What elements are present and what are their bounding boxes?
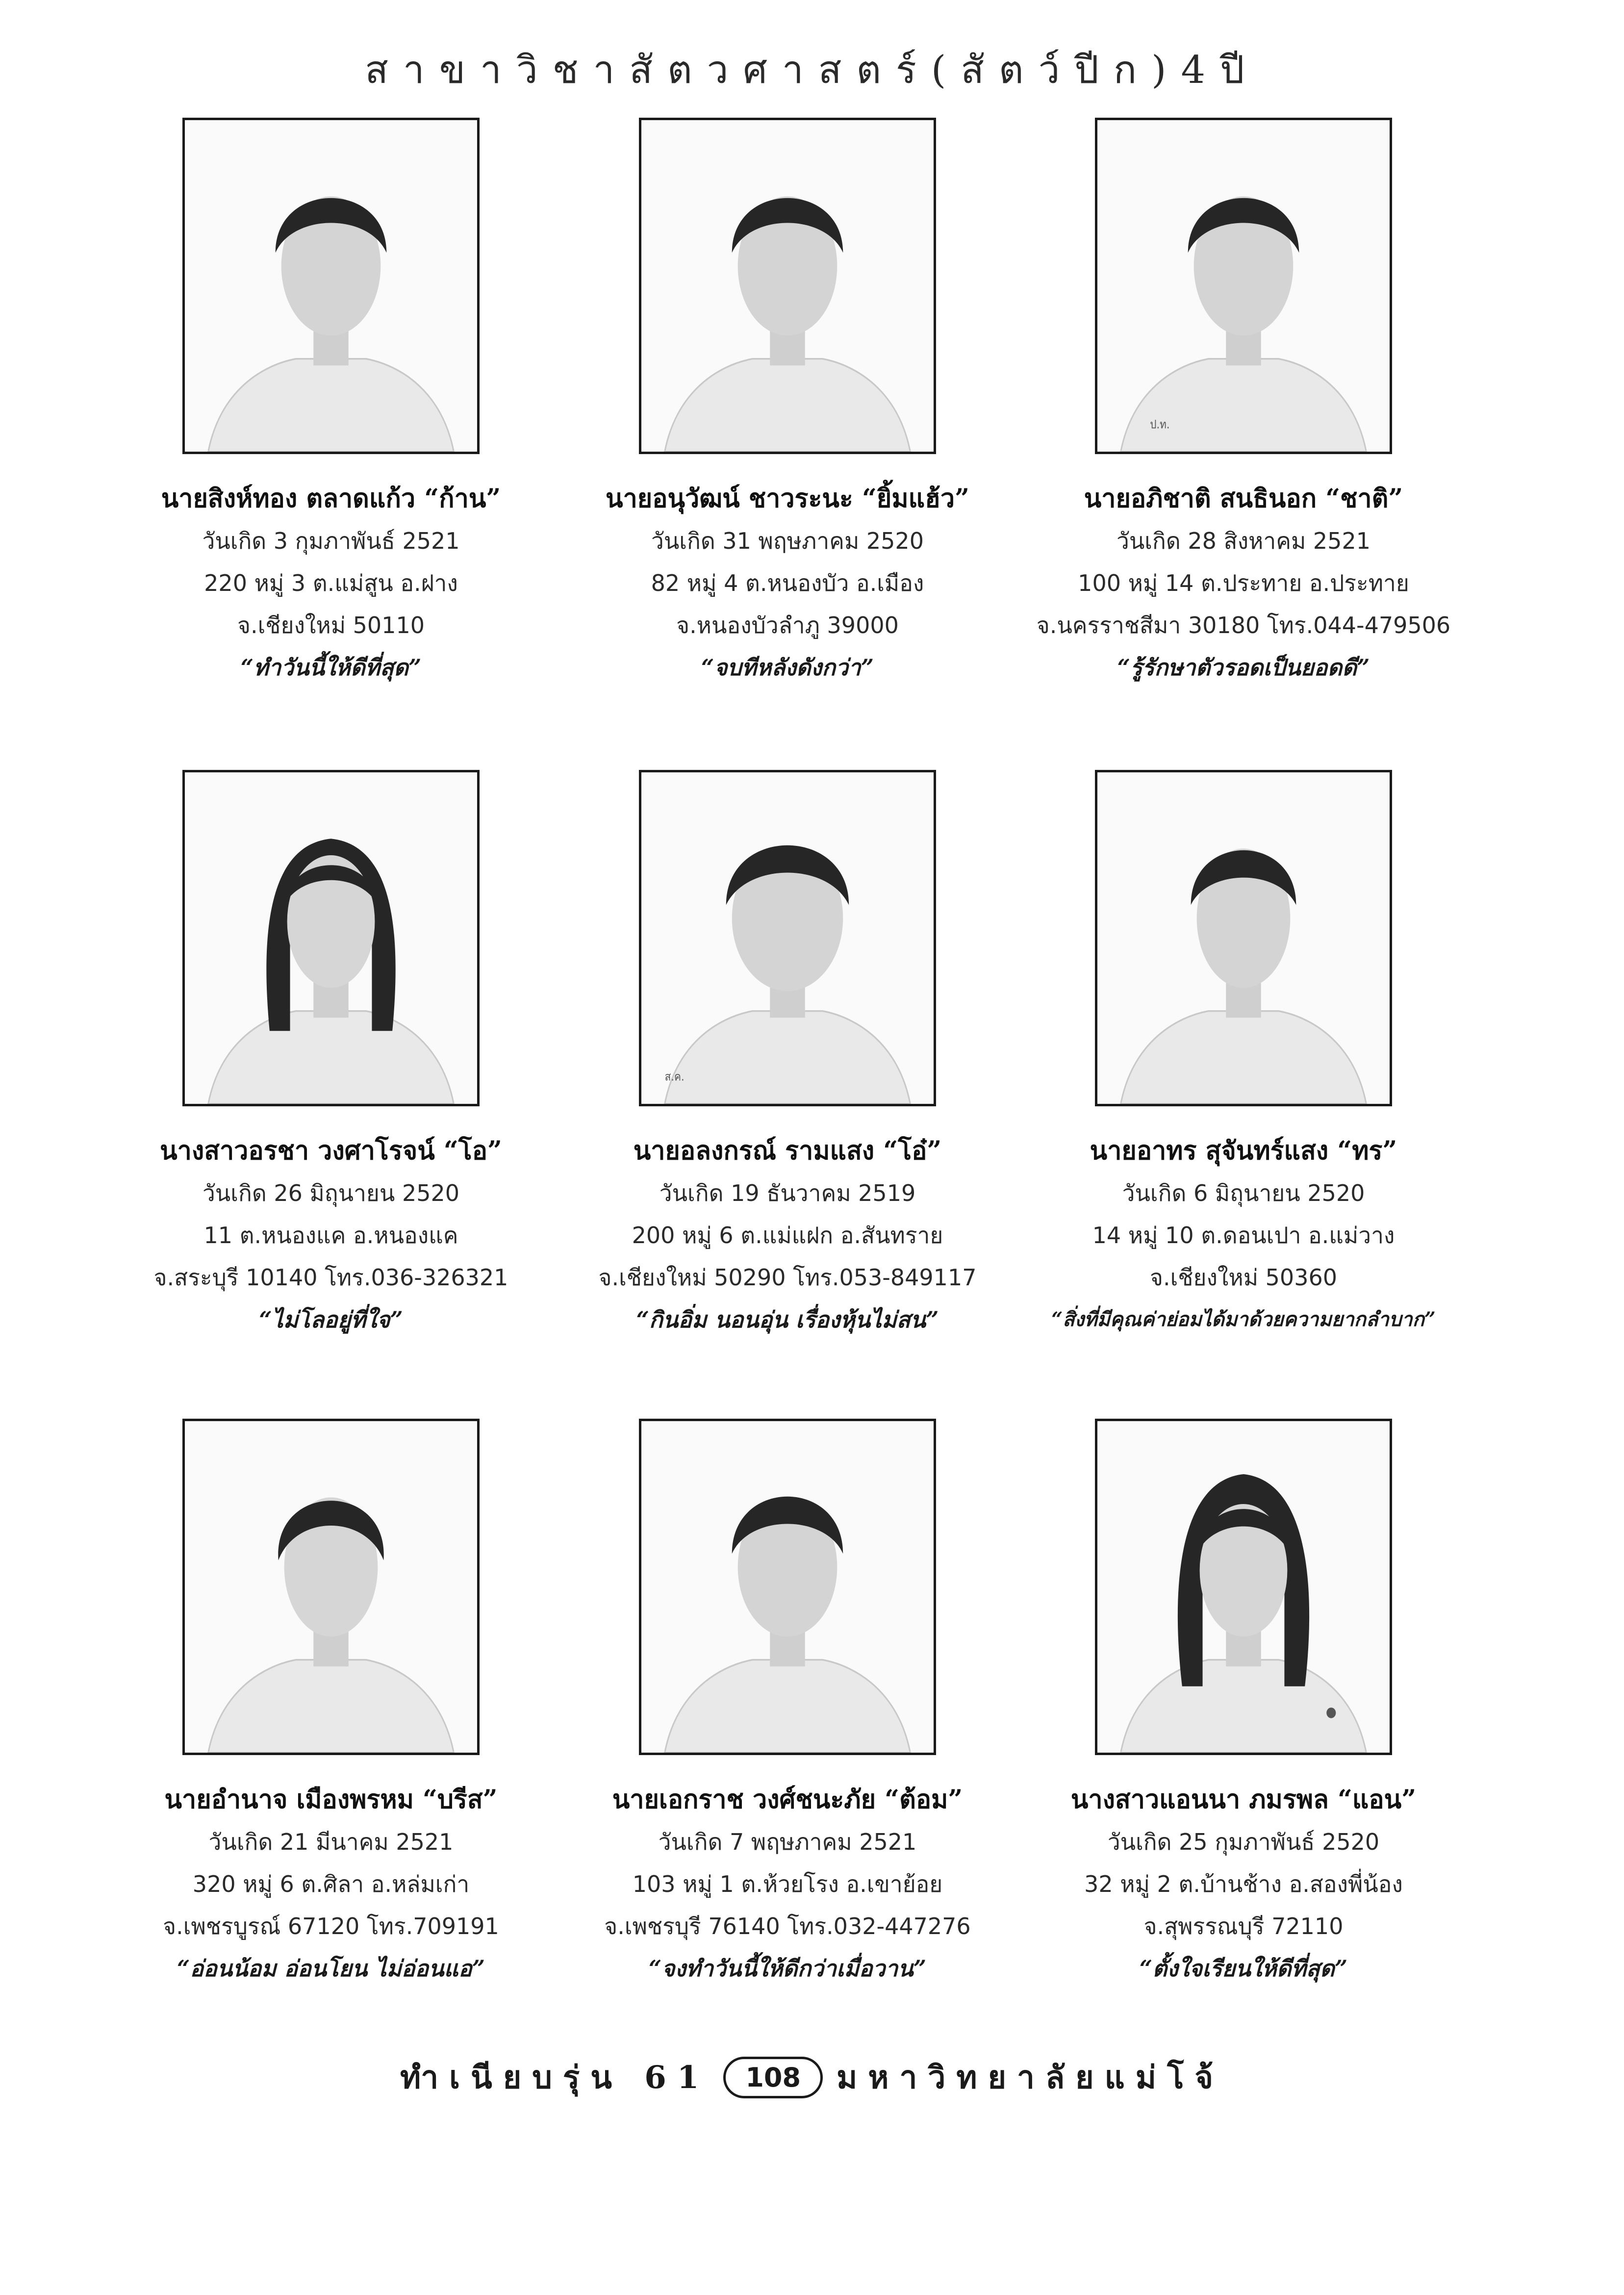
student-motto: “ทำวันนี้ให้ดีที่สุด” — [240, 654, 422, 681]
student-card — [86, 118, 576, 688]
student-name: นางสาวอรชา วงศาโรจน์ “โอ” — [160, 1136, 502, 1166]
student-province: จ.สระบุรี 10140 โทร.036-326321 — [153, 1264, 508, 1291]
footer-yearbook-title: ทำเนียบรุ่น 61 — [400, 2059, 710, 2096]
student-motto: “จงทำวันนี้ให้ดีกว่าเมื่อวาน” — [648, 1955, 927, 1982]
student-name: นายอนุวัฒน์ ชาวระนะ “ยิ้มแฮ้ว” — [606, 484, 969, 513]
student-birthdate: วันเกิด 28 สิงหาคม 2521 — [1116, 528, 1370, 554]
student-address: 200 หมู่ 6 ต.แม่แฝก อ.สันทราย — [632, 1222, 943, 1249]
portrait-silhouette — [1097, 1421, 1390, 1753]
student-province: จ.นครราชสีมา 30180 โทร.044-479506 — [1036, 612, 1451, 638]
student-motto: “จบทีหลังดังกว่า” — [701, 654, 874, 681]
student-photo — [639, 770, 936, 1106]
student-card — [998, 770, 1489, 1341]
page-title: สาขาวิชาสัตวศาสตร์(สัตว์ปีก)4ปี — [365, 48, 1259, 92]
student-motto: “สิ่งที่มีคุณค่าย่อมได้มาด้วยความยากลำบาก” — [1051, 1308, 1436, 1331]
student-province: จ.เพชรบุรี 76140 โทร.032-447276 — [604, 1913, 971, 1939]
student-birthdate: วันเกิด 3 กุมภาพันธ์ 2521 — [202, 528, 460, 554]
student-birthdate: วันเกิด 7 พฤษภาคม 2521 — [658, 1829, 917, 1855]
portrait-silhouette — [1097, 120, 1390, 452]
student-name: นายเอกราช วงศ์ชนะภัย “ต้อม” — [612, 1785, 963, 1814]
student-card — [86, 1419, 576, 1989]
student-photo — [1095, 1419, 1392, 1755]
student-card — [542, 1419, 1033, 1989]
photo-stamp: ป.ท. — [1150, 418, 1170, 432]
portrait-silhouette — [185, 772, 477, 1104]
student-province: จ.เชียงใหม่ 50110 — [237, 612, 425, 638]
student-name: นางสาวแอนนา ภมรพล “แอน” — [1070, 1785, 1417, 1814]
student-motto: “อ่อนน้อม อ่อนโยน ไม่อ่อนแอ” — [177, 1955, 485, 1982]
student-birthdate: วันเกิด 26 มิถุนายน 2520 — [202, 1180, 460, 1206]
student-card — [542, 770, 1033, 1341]
student-address: 103 หมู่ 1 ต.ห้วยโรง อ.เขาย้อย — [632, 1871, 943, 1897]
portrait-silhouette — [641, 772, 934, 1104]
student-birthdate: วันเกิด 25 กุมภาพันธ์ 2520 — [1107, 1829, 1380, 1855]
student-province: จ.หนองบัวลำภู 39000 — [676, 612, 899, 638]
student-photo — [639, 118, 936, 454]
student-name: นายอลงกรณ์ รามแสง “โอ๋” — [633, 1136, 942, 1166]
portrait-silhouette — [641, 1421, 934, 1753]
portrait-silhouette — [1097, 772, 1390, 1104]
student-card — [998, 1419, 1489, 1989]
page-footer — [0, 2052, 1624, 2106]
page-number: 108 — [723, 2057, 823, 2098]
student-card — [86, 770, 576, 1341]
student-province: จ.เพชรบูรณ์ 67120 โทร.709191 — [163, 1913, 499, 1939]
student-photo — [1095, 118, 1392, 454]
photo-stamp: ส.ค. — [664, 1070, 685, 1084]
student-motto: “ตั้งใจเรียนให้ดีที่สุด” — [1139, 1955, 1348, 1982]
student-card — [542, 118, 1033, 688]
student-motto: “กินอิ่ม นอนอุ่น เรื่องหุ้นไม่สน” — [636, 1306, 939, 1333]
student-name: นายอาทร สุจันทร์แสง “ทร” — [1090, 1136, 1397, 1166]
student-birthdate: วันเกิด 21 มีนาคม 2521 — [208, 1829, 454, 1855]
student-birthdate: วันเกิด 6 มิถุนายน 2520 — [1122, 1180, 1365, 1206]
student-address: 32 หมู่ 2 ต.บ้านช้าง อ.สองพี่น้อง — [1084, 1871, 1403, 1897]
student-province: จ.สุพรรณบุรี 72110 — [1143, 1913, 1344, 1939]
student-name: นายสิงห์ทอง ตลาดแก้ว “ก้าน” — [161, 484, 501, 513]
student-motto: “ไม่โลอยู่ที่ใจ” — [259, 1306, 403, 1333]
student-photo — [639, 1419, 936, 1755]
student-photo — [182, 1419, 480, 1755]
student-photo — [182, 118, 480, 454]
portrait-silhouette — [185, 1421, 477, 1753]
student-photo — [1095, 770, 1392, 1106]
student-address: 220 หมู่ 3 ต.แม่สูน อ.ฝาง — [204, 570, 458, 596]
student-address: 11 ต.หนองแค อ.หนองแค — [203, 1222, 458, 1249]
student-birthdate: วันเกิด 19 ธันวาคม 2519 — [659, 1180, 916, 1206]
student-address: 100 หมู่ 14 ต.ประทาย อ.ประทาย — [1078, 570, 1409, 596]
student-card — [998, 118, 1489, 688]
portrait-silhouette — [185, 120, 477, 452]
student-province: จ.เชียงใหม่ 50360 — [1150, 1264, 1337, 1291]
student-address: 320 หมู่ 6 ต.ศิลา อ.หล่มเก่า — [192, 1871, 470, 1897]
student-address: 82 หมู่ 4 ต.หนองบัว อ.เมือง — [651, 570, 924, 596]
student-name: นายอภิชาติ สนธินอก “ชาติ” — [1084, 484, 1403, 513]
student-province: จ.เชียงใหม่ 50290 โทร.053-849117 — [598, 1264, 977, 1291]
student-name: นายอำนาจ เมืองพรหม “บรีส” — [164, 1785, 498, 1814]
footer-university: มหาวิทยาลัยแม่โจ้ — [837, 2059, 1224, 2096]
student-address: 14 หมู่ 10 ต.ดอนเปา อ.แม่วาง — [1092, 1222, 1395, 1249]
portrait-silhouette — [641, 120, 934, 452]
student-birthdate: วันเกิด 31 พฤษภาคม 2520 — [651, 528, 924, 554]
student-photo — [182, 770, 480, 1106]
student-motto: “รู้รักษาตัวรอดเป็นยอดดี” — [1117, 654, 1370, 681]
